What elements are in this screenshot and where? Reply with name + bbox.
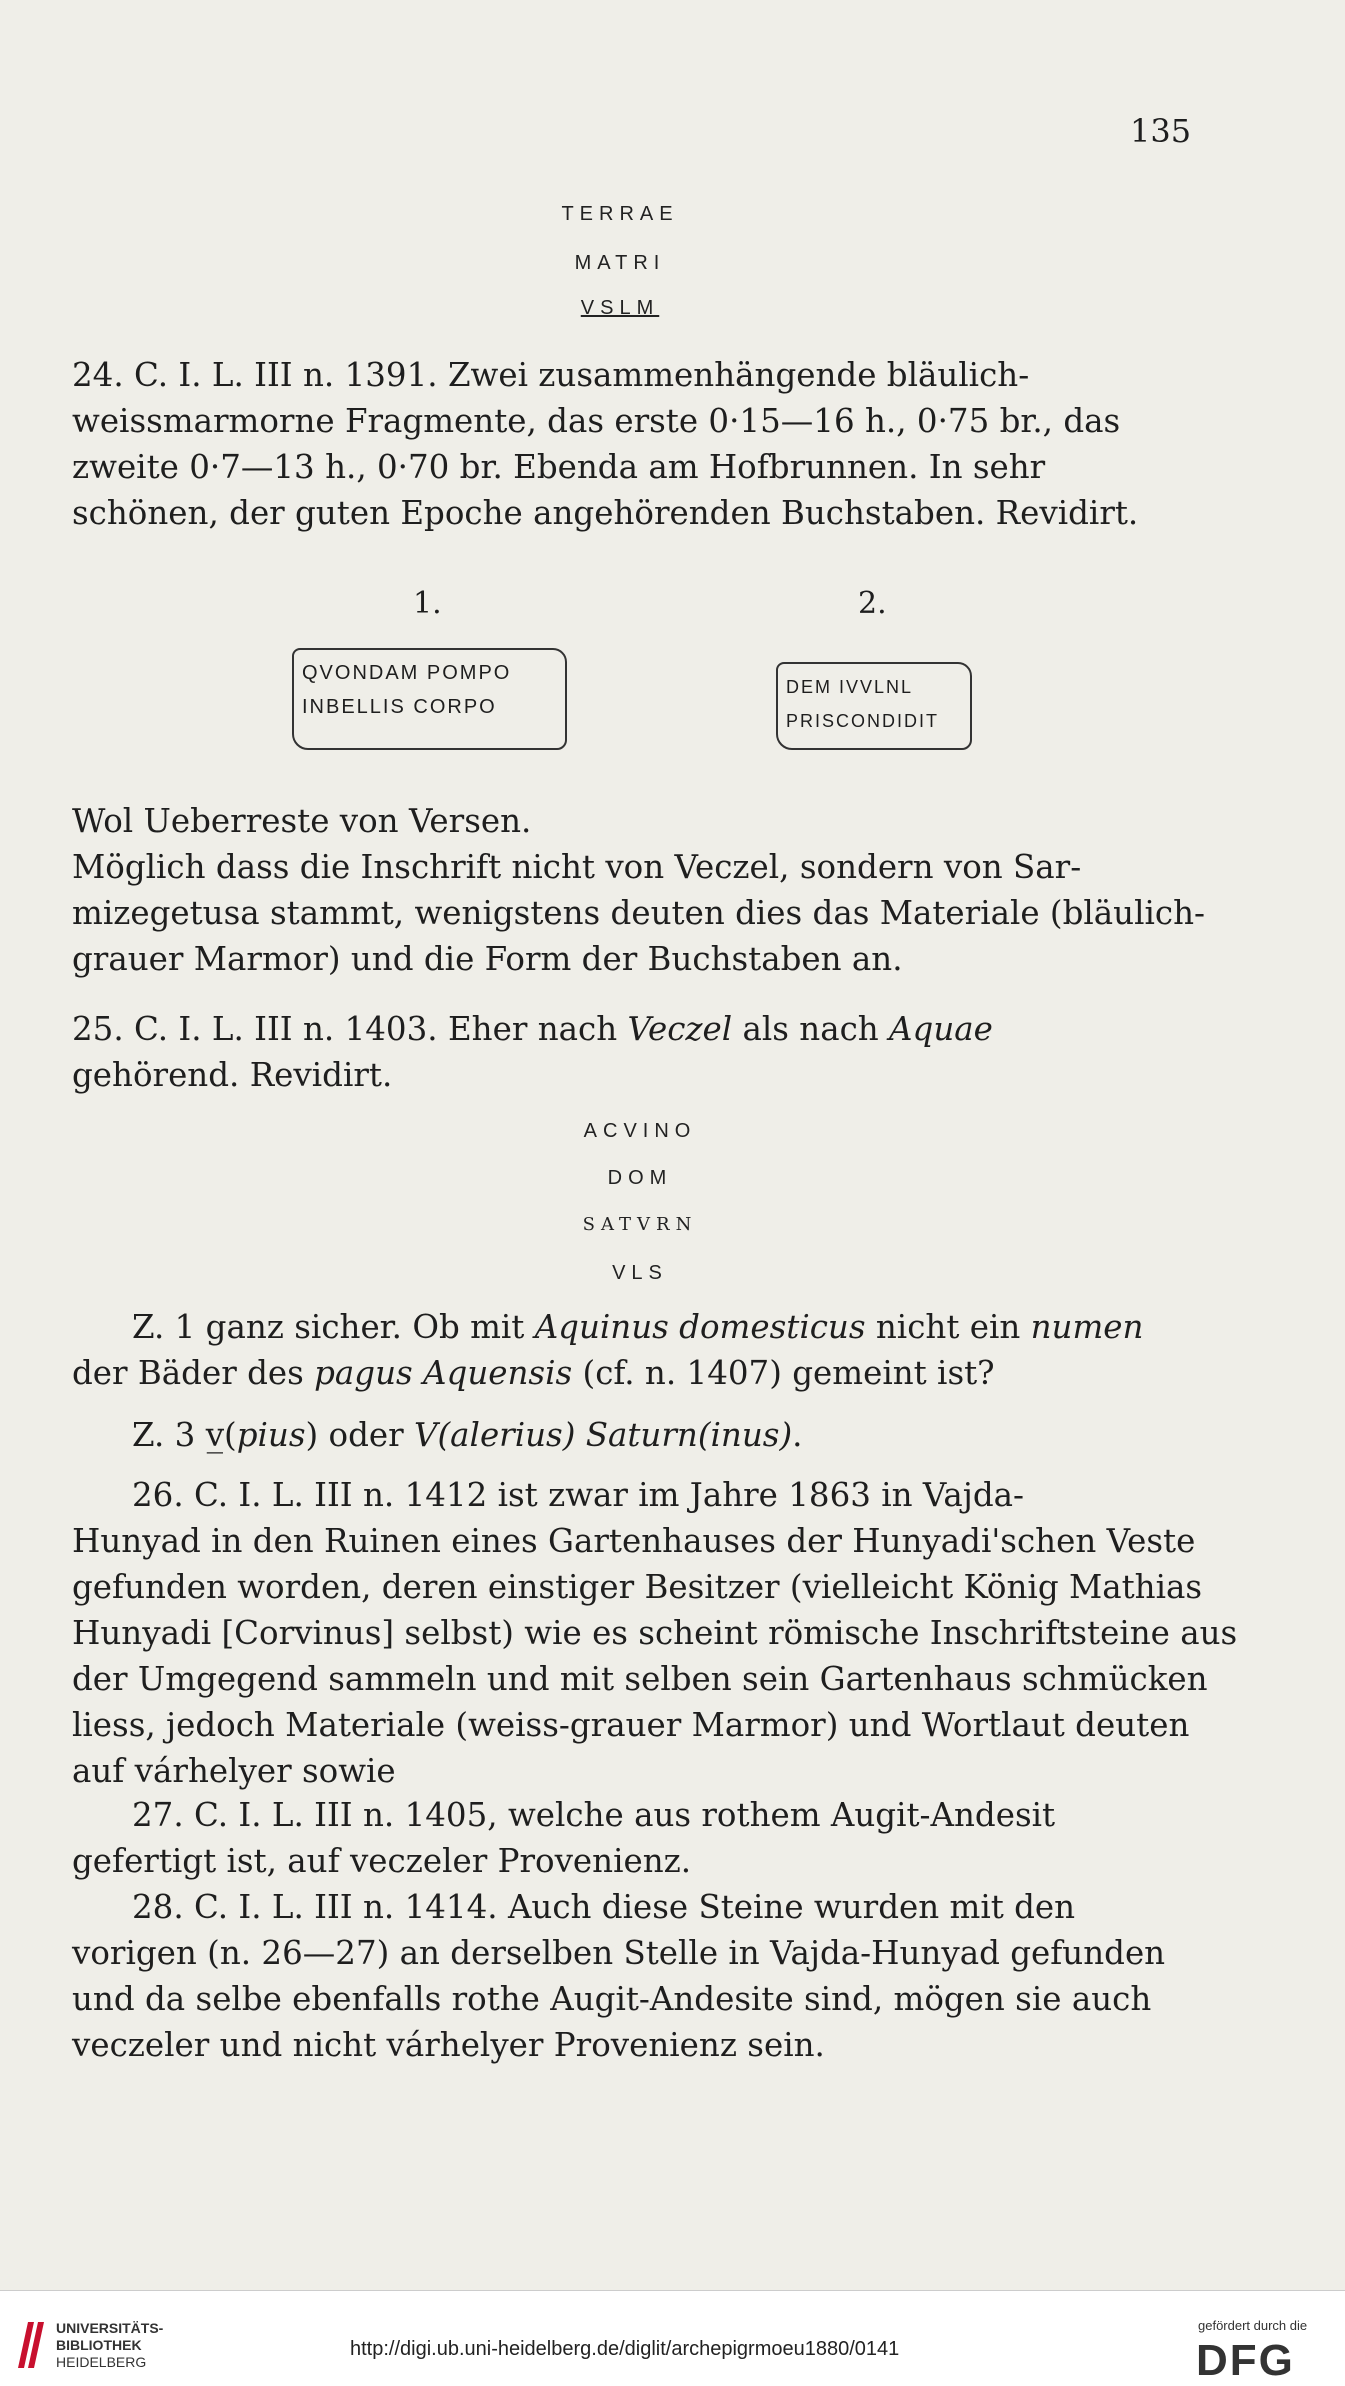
text-line (72, 1412, 1192, 1458)
inscription-acvino: ACVINO (583, 1120, 697, 1142)
text-run: Z. 1 ganz sicher. Ob mit (132, 1308, 535, 1346)
funded-by-text: gefördert durch die (1198, 2318, 1308, 2333)
dfg-logo: DFG (1196, 2336, 1295, 2385)
inscription-fragment-1 (292, 648, 567, 750)
fragment-line: INBELLIS CORPO (302, 696, 497, 718)
italic-run: numen (1030, 1308, 1144, 1346)
library-name-line: BIBLIOTHEK (56, 2337, 142, 2353)
inscription-vslm: VSLM (580, 297, 660, 319)
text-run: Z. 3 (132, 1416, 206, 1454)
paragraph-24 (72, 352, 1192, 536)
paragraph-25 (72, 1006, 1192, 1098)
library-name (56, 2320, 163, 2371)
italic-run: pius (236, 1416, 306, 1454)
fragment-label-2: 2. (858, 586, 887, 621)
paragraph-27 (72, 1792, 1192, 1884)
text-run: der Bäder des (72, 1354, 315, 1392)
fragment-line: DEM IVVLNL (786, 677, 914, 697)
text-run: . (792, 1416, 803, 1454)
text-run: nicht ein (865, 1308, 1031, 1346)
fragment-line: QVONDAM POMPO (302, 662, 512, 684)
text-line: Hunyadi [Corvinus] selbst) wie es scheint römische Inschriftsteine aus (72, 1614, 1238, 1652)
paragraph-z1 (72, 1304, 1192, 1396)
text-line: Hunyad in den Ruinen eines Gartenhauses der Hunyadi'schen Veste (72, 1522, 1196, 1560)
italic-run: V(alerius) Saturn(inus) (414, 1416, 793, 1454)
inscription-terrae: TERRAE (561, 203, 679, 225)
text-line: gefertigt ist, auf veczeler Provenienz. (72, 1842, 692, 1880)
inscription-fragment-2 (776, 662, 972, 750)
italic-run: pagus Aquensis (314, 1354, 573, 1392)
page-number: 135 (1130, 112, 1192, 150)
fragment-line: PRISCONDIDIT (786, 711, 940, 731)
inscription-saturn: SATVRN (582, 1214, 698, 1235)
text-line: liess, jedoch Materiale (weiss-grauer Marmor) und Wortlaut deuten (72, 1706, 1190, 1744)
inscription-matri: MATRI (574, 252, 666, 274)
text-line: der Umgegend sammeln und mit selben sein Gartenhaus schmücken (72, 1660, 1208, 1698)
text-line: schönen, der guten Epoche angehörenden Buchstaben. Revidirt. (72, 494, 1139, 532)
text-run: 25. C. I. L. III n. 1403. Eher nach (72, 1010, 628, 1048)
text-line: und da selbe ebenfalls rothe Augit-Andesite sind, mögen sie auch (72, 1980, 1152, 2018)
italic-run: Veczel (627, 1010, 733, 1048)
library-name-line: UNIVERSITÄTS- (56, 2320, 164, 2336)
inscription-dom: DOM (607, 1167, 673, 1189)
text-line: 28. C. I. L. III n. 1414. Auch diese Steine wurden mit den (132, 1888, 1076, 1926)
text-line: 26. C. I. L. III n. 1412 ist zwar im Jahre 1863 in Vajda- (132, 1476, 1025, 1514)
text-run: als nach (732, 1010, 890, 1048)
text-line: 24. C. I. L. III n. 1391. Zwei zusammenhängende bläulich- (72, 356, 1030, 394)
paragraph-moglich (72, 844, 1206, 982)
inscription-vls: VLS (612, 1262, 668, 1284)
text-run: (cf. n. 1407) gemeint ist? (572, 1354, 995, 1392)
text-line: 27. C. I. L. III n. 1405, welche aus rothem Augit-Andesit (132, 1796, 1056, 1834)
text-line: veczeler und nicht várhelyer Provenienz sein. (72, 2026, 825, 2064)
text-run: v̲( (205, 1416, 237, 1454)
text-line (72, 1350, 1192, 1396)
text-line: weissmarmorne Fragmente, das erste 0·15—16 h., 0·75 br., das (72, 402, 1121, 440)
text-line: auf várhelyer sowie (72, 1752, 396, 1790)
fragment-label-1: 1. (413, 586, 442, 621)
paragraph-28 (72, 1884, 1192, 2068)
text-line: gehörend. Revidirt. (72, 1056, 393, 1094)
italic-run: Aquinus domesticus (534, 1308, 866, 1346)
permalink-url[interactable]: http://digi.ub.uni-heidelberg.de/diglit/archepigrmoeu1880/0141 (350, 2338, 900, 2360)
text-line: mizegetusa stammt, wenigstens deuten dies das Materiale (bläulich- (72, 894, 1206, 932)
text-line (72, 1304, 1192, 1350)
library-name-line: HEIDELBERG (56, 2354, 147, 2370)
text-line: grauer Marmor) und die Form der Buchstaben an. (72, 940, 903, 978)
text-line: zweite 0·7—13 h., 0·70 br. Ebenda am Hofbrunnen. In sehr (72, 448, 1046, 486)
text-run: ) oder (305, 1416, 415, 1454)
library-logo-icon (14, 2318, 48, 2372)
text-line: vorigen (n. 26—27) an derselben Stelle in Vajda-Hunyad gefunden (72, 1934, 1166, 1972)
text-line: Möglich dass die Inschrift nicht von Veczel, sondern von Sar- (72, 848, 1082, 886)
paragraph-26 (72, 1472, 1238, 1794)
paragraph-versen (72, 798, 1192, 844)
paragraph-z3 (72, 1412, 1192, 1458)
text-line (72, 1006, 1192, 1052)
italic-run: Aquae (889, 1010, 993, 1048)
text-line: gefunden worden, deren einstiger Besitzer (vielleicht König Mathias (72, 1568, 1203, 1606)
text-line: Wol Ueberreste von Versen. (72, 802, 532, 840)
